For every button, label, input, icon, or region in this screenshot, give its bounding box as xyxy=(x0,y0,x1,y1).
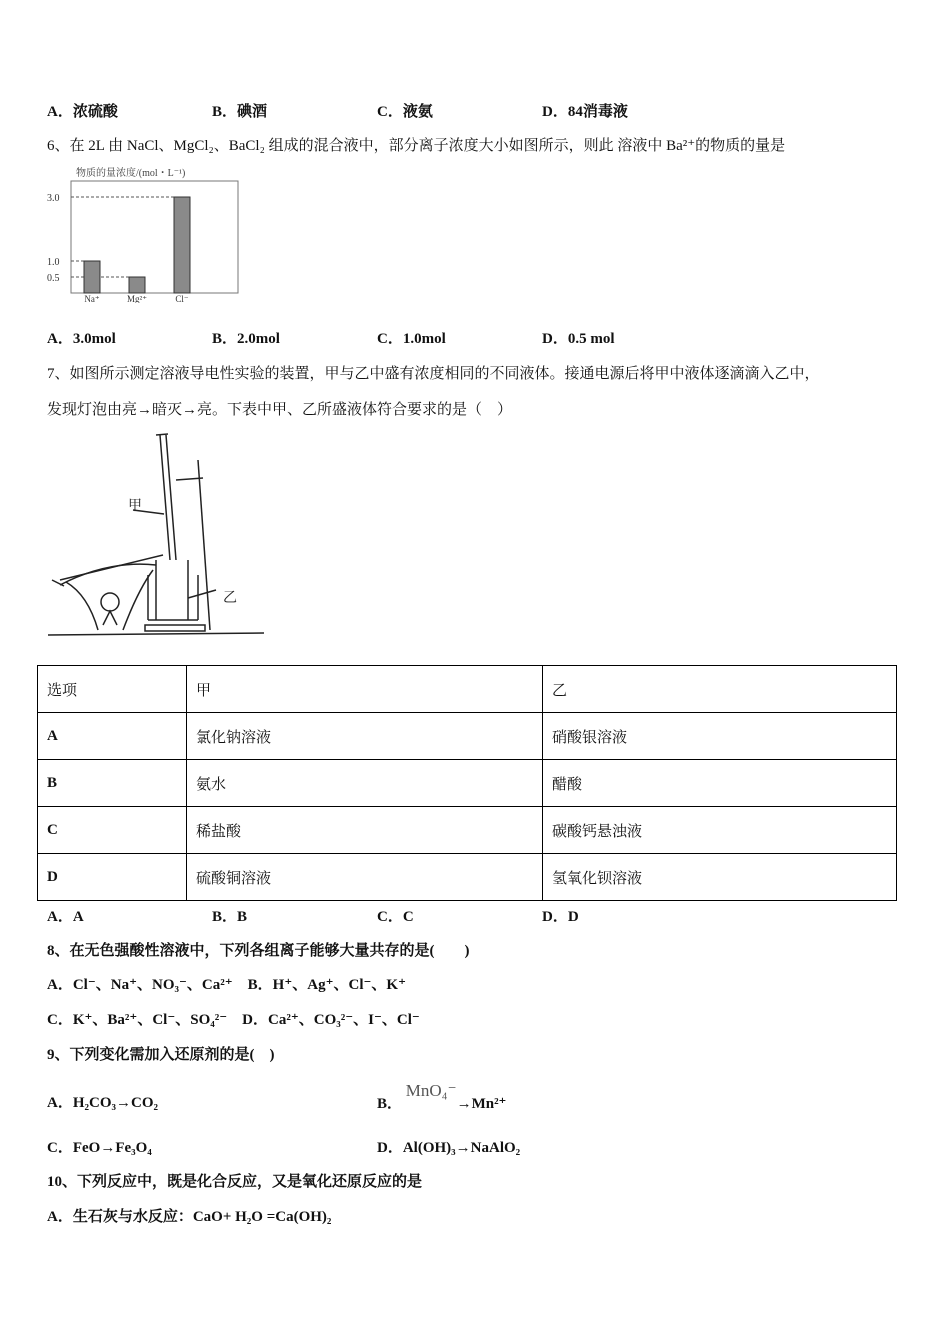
q9-option-b xyxy=(377,1081,507,1114)
header-yi: 乙 xyxy=(543,666,897,713)
q9-option-d: D．Al(OH)₃→NaAlO₂ xyxy=(377,1140,521,1156)
y-tick-label: 3.0 xyxy=(47,193,60,204)
q7-options-table xyxy=(37,665,897,901)
cell-yi: 碳酸钙悬浊液 xyxy=(543,807,897,854)
q6-option-a: A．3.0mol xyxy=(47,331,116,347)
q5-option-d: D．84消毒液 xyxy=(542,104,628,120)
x-tick-label: Na⁺ xyxy=(84,294,100,303)
cell-yi: 氢氧化钡溶液 xyxy=(543,854,897,901)
table-row xyxy=(38,760,897,807)
q10-option-a: A．生石灰与水反应：CaO+ H₂O =Ca(OH)₂ xyxy=(47,1209,332,1225)
q7-option-c: C．C xyxy=(377,909,414,925)
q5-option-b: B．碘酒 xyxy=(212,104,268,120)
cell-yi: 醋酸 xyxy=(543,760,897,807)
cell-option: B xyxy=(38,760,187,807)
q9-option-c: C．FeO→Fe₃O₄ xyxy=(47,1140,152,1156)
label-yi: 乙 xyxy=(223,591,237,606)
y-tick-label: 1.0 xyxy=(47,257,60,268)
q8-options-line2: C．K⁺、Ba²⁺、Cl⁻、SO₄²⁻ D．Ca²⁺、CO₃²⁻、I⁻、Cl⁻ xyxy=(47,1012,420,1028)
q6-option-d: D．0.5 mol xyxy=(542,331,615,347)
cell-option: C xyxy=(38,807,187,854)
conductivity-apparatus-figure xyxy=(48,430,268,645)
x-tick-label: Mg²⁺ xyxy=(127,294,147,303)
bar xyxy=(84,261,100,293)
label-jia: 甲 xyxy=(128,499,142,514)
q6-stem: 6、在 2L 由 NaCl、MgCl₂、BaCl₂ 组成的混合液中，部分离子浓度大小如图所示，则此 溶液中 Ba²⁺的物质的量是 xyxy=(47,138,786,154)
table-header-row xyxy=(38,666,897,713)
bar xyxy=(174,197,190,293)
bar xyxy=(129,277,145,293)
y-tick-label: 0.5 xyxy=(47,273,60,284)
q9-option-b-label: B． xyxy=(377,1096,403,1112)
cell-option: A xyxy=(38,713,187,760)
q8-stem: 8、在无色强酸性溶液中，下列各组离子能够大量共存的是( ) xyxy=(47,943,470,959)
cell-jia: 氨水 xyxy=(187,760,543,807)
q7-stem-line2: 发现灯泡由亮→暗灭→亮。下表中甲、乙所盛液体符合要求的是（ ） xyxy=(47,402,513,418)
cell-jia: 稀盐酸 xyxy=(187,807,543,854)
q9-option-b-product: →Mn²⁺ xyxy=(456,1096,507,1112)
q6-bar-chart xyxy=(44,163,244,303)
q10-stem: 10、下列反应中，既是化合反应，又是氧化还原反应的是 xyxy=(47,1174,423,1190)
cell-yi: 硝酸银溶液 xyxy=(543,713,897,760)
q9-option-a: A．H₂CO₃→CO₂ xyxy=(47,1095,158,1111)
header-jia: 甲 xyxy=(187,666,543,713)
q5-option-a: A．浓硫酸 xyxy=(47,104,118,120)
q8-options-line1: A．Cl⁻、Na⁺、NO₃⁻、Ca²⁺ B．H⁺、Ag⁺、Cl⁻、K⁺ xyxy=(47,977,407,993)
q5-option-c: C．液氨 xyxy=(377,104,433,120)
table-row xyxy=(38,713,897,760)
table-row xyxy=(38,854,897,901)
q7-stem-line1: 7、如图所示测定溶液导电性实验的装置，甲与乙中盛有浓度相同的不同液体。接通电源后将甲中液体逐滴滴入乙中， xyxy=(47,366,820,382)
q6-option-c: C．1.0mol xyxy=(377,331,446,347)
q7-option-b: B．B xyxy=(212,909,248,925)
q6-option-b: B．2.0mol xyxy=(212,331,280,347)
q9-option-b-formula: MnO₄⁻ xyxy=(405,1081,457,1100)
chart-title: 物质的量浓度/(mol・L⁻¹) xyxy=(76,168,186,179)
q7-option-a: A．A xyxy=(47,909,84,925)
cell-jia: 硫酸铜溶液 xyxy=(187,854,543,901)
cell-jia: 氯化钠溶液 xyxy=(187,713,543,760)
cell-option: D xyxy=(38,854,187,901)
x-tick-label: Cl⁻ xyxy=(175,294,189,303)
header-option: 选项 xyxy=(38,666,187,713)
q9-stem: 9、下列变化需加入还原剂的是( ) xyxy=(47,1047,275,1063)
q7-option-d: D．D xyxy=(542,909,579,925)
table-row xyxy=(38,807,897,854)
